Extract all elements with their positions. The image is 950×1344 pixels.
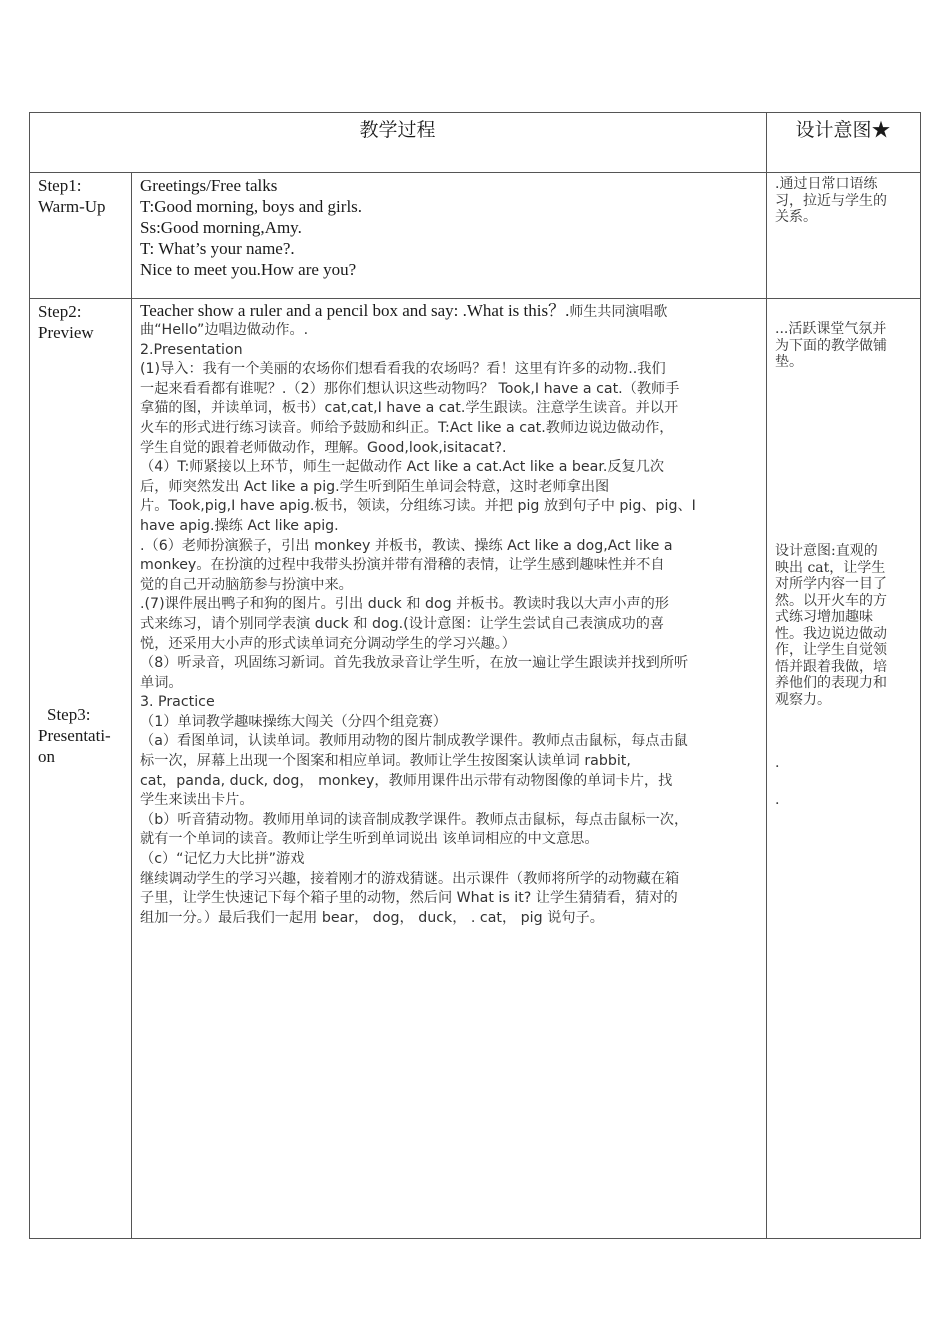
lesson-content <box>140 300 764 928</box>
content-intro-line: Teacher show a ruler and a pencil box and say: .What is this？.师生共同演唱歌 <box>140 301 668 320</box>
header-process: 教学过程 <box>359 119 436 141</box>
intent-dot-2: . <box>775 792 780 808</box>
preview-intent: ...活跃课堂气氛并 为下面的教学做铺 垫。 <box>775 321 887 370</box>
row1-bottom-border <box>29 298 921 299</box>
header-bottom-border <box>29 172 921 173</box>
step2-label: Step2: Preview <box>38 302 94 342</box>
table-bottom-border <box>29 1238 921 1239</box>
content-body: 曲“Hello”边唱边做动作。. 2.Presentation (1)导入：我有一个美丽的农场你们想看看我的农场吗？看！这里有许多的动物..我们 一起来看看都有谁呢？.（2）那你们想认识这些动物吗？ Took,I have a cat.（教师手 拿猫的图，并读单词，板书）cat,cat,I have a cat.学生跟读。注意学生读音。并以开 火车的形式进行练习读音。师给予鼓励和纠正。T:Act like a cat.教师边说边做动作， 学生自觉的跟着老师做动作，理解。Good,look,isitacat?. （4）T:师紧接以上环节，师生一起做动作 Act like a cat.Act like a bear.反复几次 后，师突然发出 Act like a pig.学生听到陌生单词会特意，这时老师拿出图 片。Took,pig,I have apig.板书，领读，分组练习读。并把 pig 放到句子中 pig、pig、I have apig.操练 Act like apig. .（6）老师扮演猴子，引出 monkey 并板书，教读、操练 Act like a dog,Act like a monkey。在扮演的过程中我带头扮演并带有滑稽的表情，让学生感到趣味性并不自 觉的自己开动脑筋参与扮演中来。 .(7)课件展出鸭子和狗的图片。引出 duck 和 dog 并板书。教读时我以大声小声的形 式来练习，请个别同学表演 duck 和 dog.(设计意图：让学生尝试自己表演成功的喜 悦，还采用大小声的形式读单词充分调动学生的学习兴趣。） （8）听录音，巩固练习新词。首先我放录音让学生听，在放一遍让学生跟读并找到所听 单词。 3. Practice （1）单词教学趣味操练大闯关（分四个组竞赛） （a）看图单词，认读单词。教师用动物的图片制成教学课件。教师点击鼠标，每点击鼠 标一次，屏幕上出现一个图案和相应单词。教师让学生按图案认读单词 rabbit, cat，panda, duck, dog， monkey，教师用课件出示带有动物图像的单词卡片，找 学生来读出卡片。 （b）听音猜动物。教师用单词的读音制成教学课件。教师点击鼠标，每点击鼠标一次， 就有一个单词的读音。教师让学生听到单词说出 该单词相应的中文意思。 （c）“记忆力大比拼”游戏 继续调动学生的学习兴趣，接着刚才的游戏猜谜。出示课件（教师将所学的动物藏在箱 子里，让学生快速记下每个箱子里的动物，然后问 What is it? 让学生猜猜看，猜对的 组加一分。）最后我们一起用 bear， dog， duck， . cat， pig 说句子。 <box>140 322 696 926</box>
table-right-border <box>920 112 921 1239</box>
step1-label: Step1: Warm-Up <box>38 176 106 216</box>
intent-column-divider <box>766 112 767 1239</box>
step3-label: Step3: Presentati- on <box>38 705 111 766</box>
step1-content: Greetings/Free talks T:Good morning, boys and girls. Ss:Good morning,Amy. T: What’s your name?. Nice to meet you.How are you? <box>140 176 363 279</box>
presentation-intent: 设计意图:直观的 映出 cat，让学生 对所学内容一目了 然。以开火车的方 式练习增加趣味 性。我边说边做动 作，让学生自觉领 悟并跟着我做，培 养他们的表现力和 观察力。 <box>775 543 887 708</box>
header-intent: 设计意图★ <box>795 119 891 141</box>
label-column-divider <box>131 172 132 1239</box>
intent-dot-1: . <box>775 755 780 771</box>
table-left-border <box>29 112 30 1239</box>
step1-intent: .通过日常口语练 习，拉近与学生的 关系。 <box>775 176 887 225</box>
